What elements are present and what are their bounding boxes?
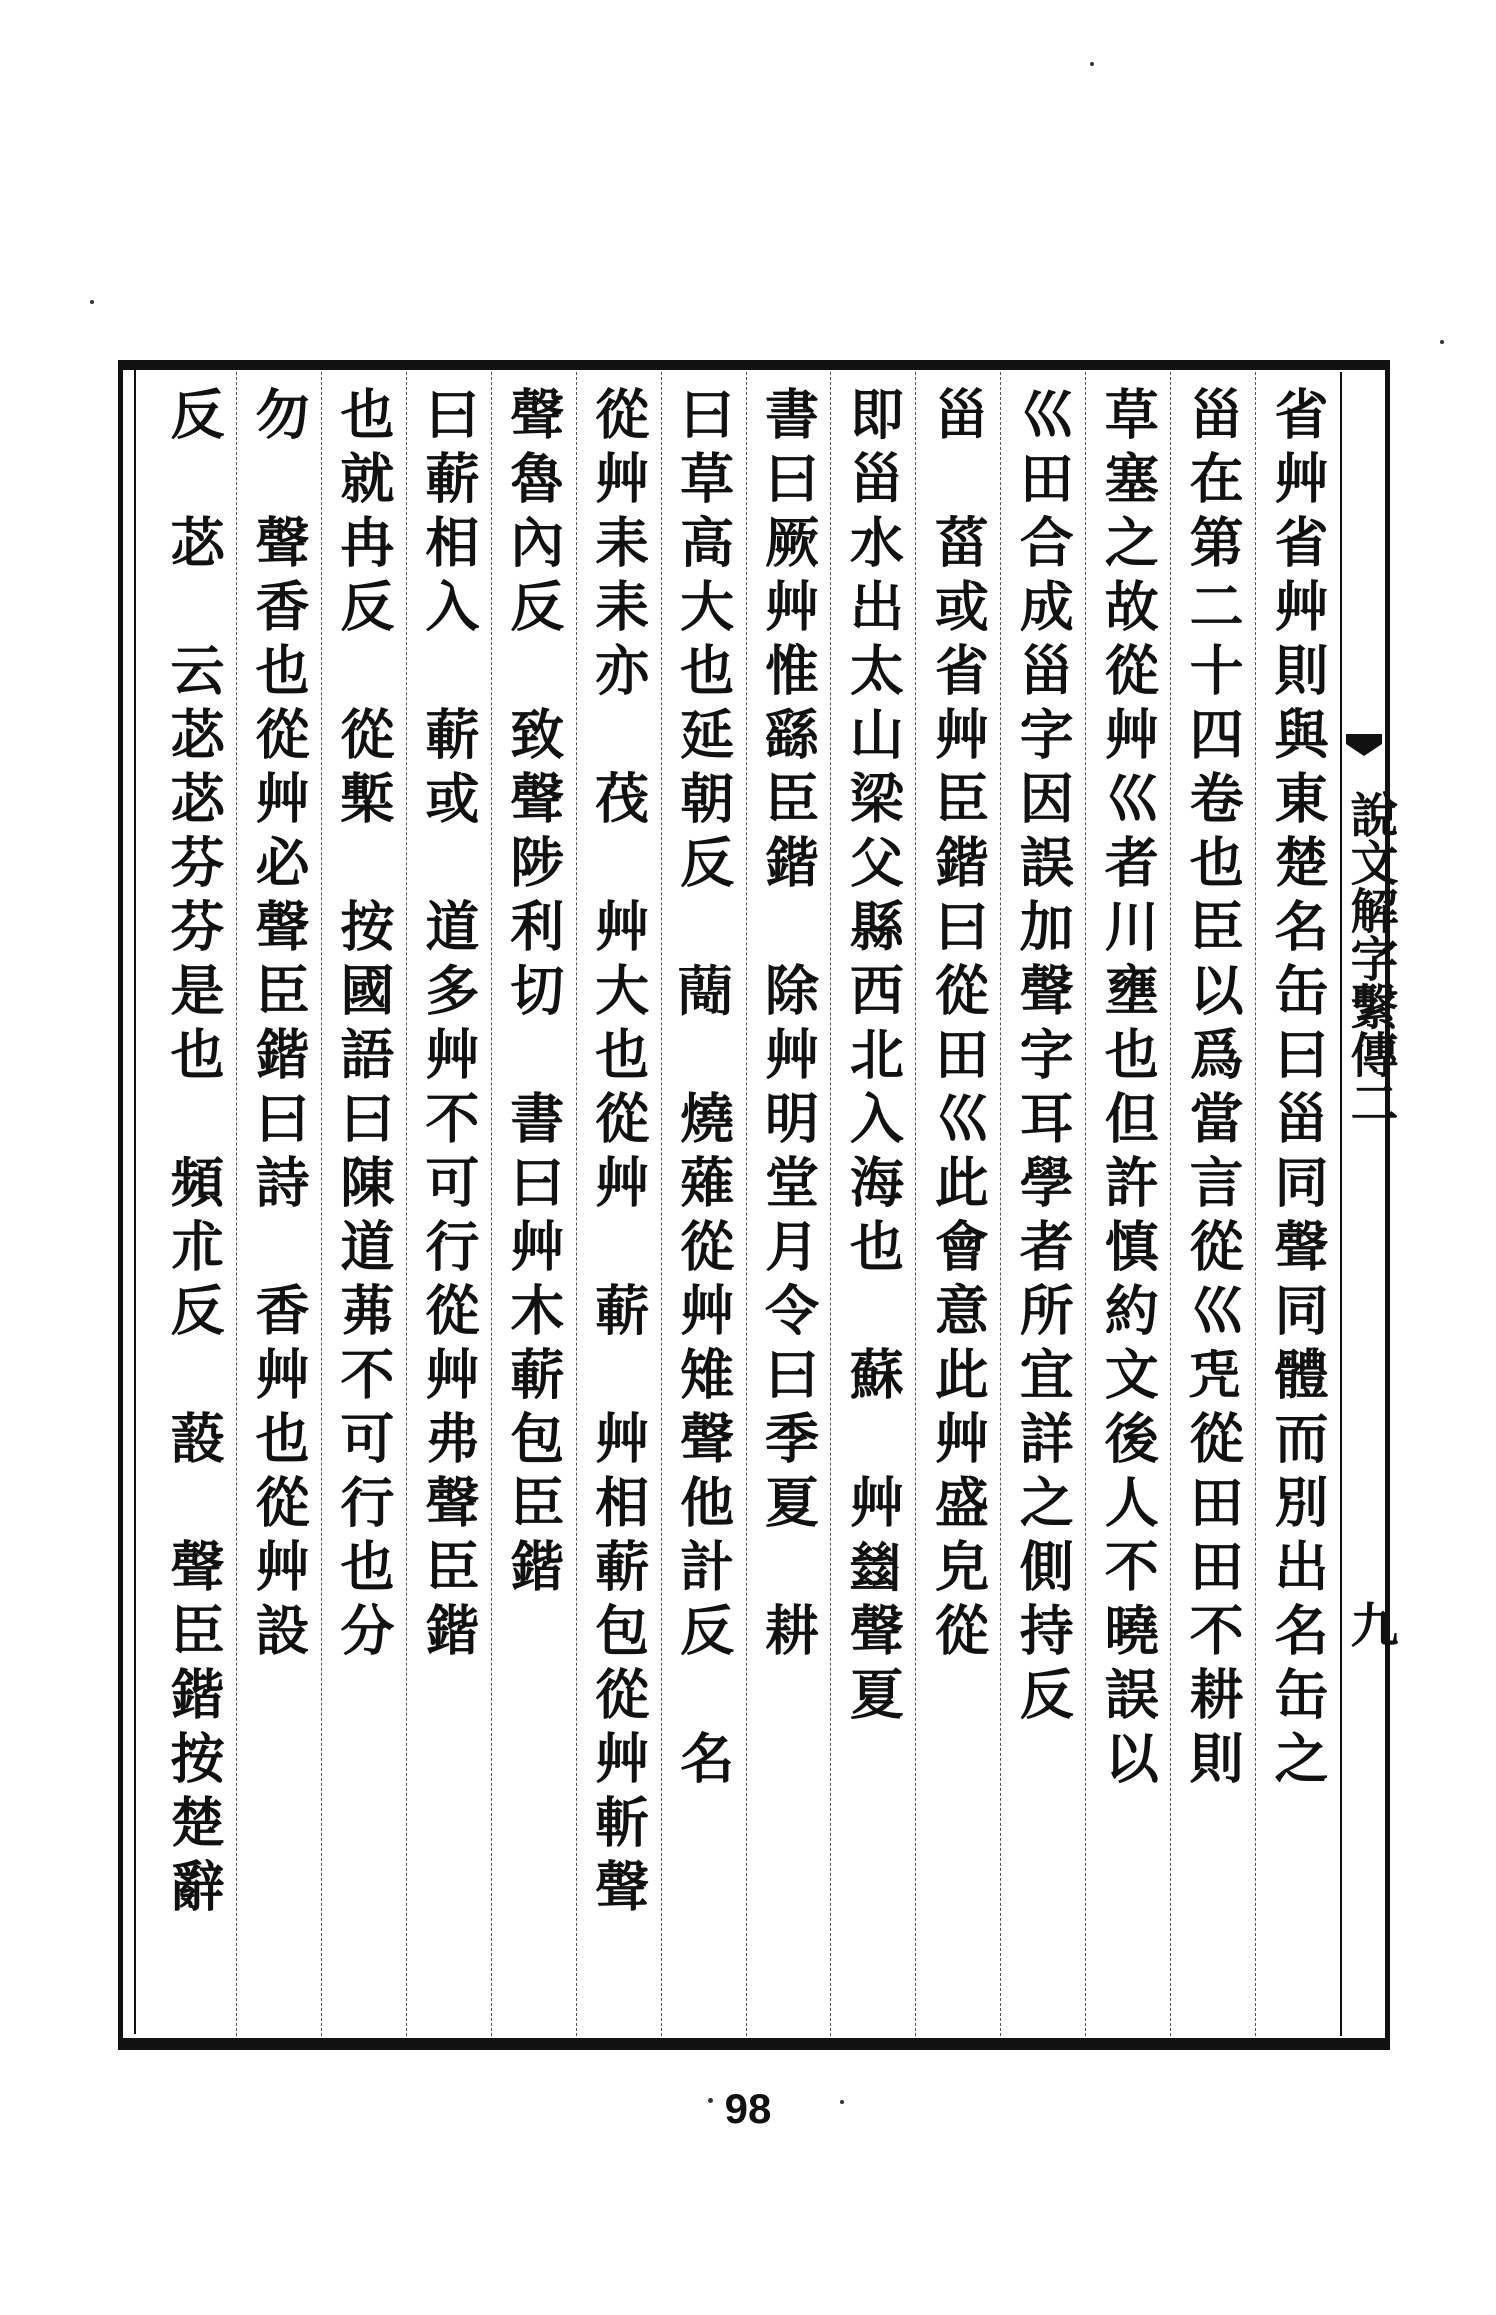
column-text: 反 苾 云苾苾芬芬是也 頻朮反 蔎 聲臣鍇按楚辭: [162, 386, 227, 1922]
text-column: [1255, 372, 1340, 2036]
column-text: 即甾水出太山梁父縣西北入海也 蘇 艸𢇍聲夏: [841, 386, 906, 1730]
speck: [708, 2098, 713, 2103]
center-margin: [1340, 372, 1390, 2036]
column-text: 巛田合成甾字因誤加聲字耳學者所宜詳之側持反: [1011, 386, 1076, 1730]
text-column: [661, 372, 746, 2036]
speck: [840, 2100, 844, 2104]
column-text: 甾在第二十四卷也臣以爲當言從巛𠘸從田田不耕則: [1181, 386, 1246, 1794]
text-column: [1085, 372, 1170, 2036]
column-text: 也就冉反 從槧 按國語曰陳道茀不可行也分: [331, 386, 396, 1666]
text-column: [152, 372, 236, 2036]
fish-tail-mark-icon: [1344, 730, 1384, 766]
text-column: [1000, 372, 1085, 2036]
text-column: [915, 372, 1000, 2036]
column-text: 從艸耒耒亦 茷 艸大也從艸 蔪 艸相蔪包從艸斬聲: [586, 386, 651, 1922]
speck: [90, 300, 94, 304]
column-text: 曰蔪相入 蔪或 道多艸不可行從艸弗聲臣鍇: [416, 386, 481, 1666]
text-column: [236, 372, 321, 2036]
page-number: 98: [724, 2085, 772, 2132]
speck: [1090, 62, 1094, 66]
text-column: [830, 372, 915, 2036]
text-column: [746, 372, 831, 2036]
inner-rule: [134, 368, 136, 2034]
column-text: 草塞之故從艸巛者川壅也但許慎約文後人不曉誤以: [1096, 386, 1161, 1794]
text-column: [491, 372, 576, 2036]
column-text: 甾 菑或省艸臣鍇曰從田巛此會意此艸盛皃從: [926, 386, 991, 1666]
column-text: 勿 聲香也從艸必聲臣鍇曰詩 香艸也從艸設: [246, 386, 311, 1666]
text-column: [1170, 372, 1255, 2036]
text-column: [576, 372, 661, 2036]
running-title: 說文解字繫傳二: [1342, 790, 1398, 1126]
column-text: 書曰厥艸惟繇臣鍇 除艸明堂月令曰季夏 耕: [756, 386, 821, 1666]
speck: [1440, 340, 1444, 344]
text-column: [321, 372, 406, 2036]
column-text: 省艸省艸則與東楚名缶曰甾同聲同體而別出名缶之: [1266, 386, 1331, 1794]
text-column: [406, 372, 491, 2036]
text-body: [152, 372, 1340, 2036]
column-text: 聲魯內反 致聲陟利切 書曰艸木蔪包臣鍇: [501, 386, 566, 1602]
folio-number: 九: [1342, 1600, 1398, 1648]
column-text: 曰草高大也延朝反 𦽅 燒薙從艸雉聲他計反 名: [671, 386, 736, 1794]
